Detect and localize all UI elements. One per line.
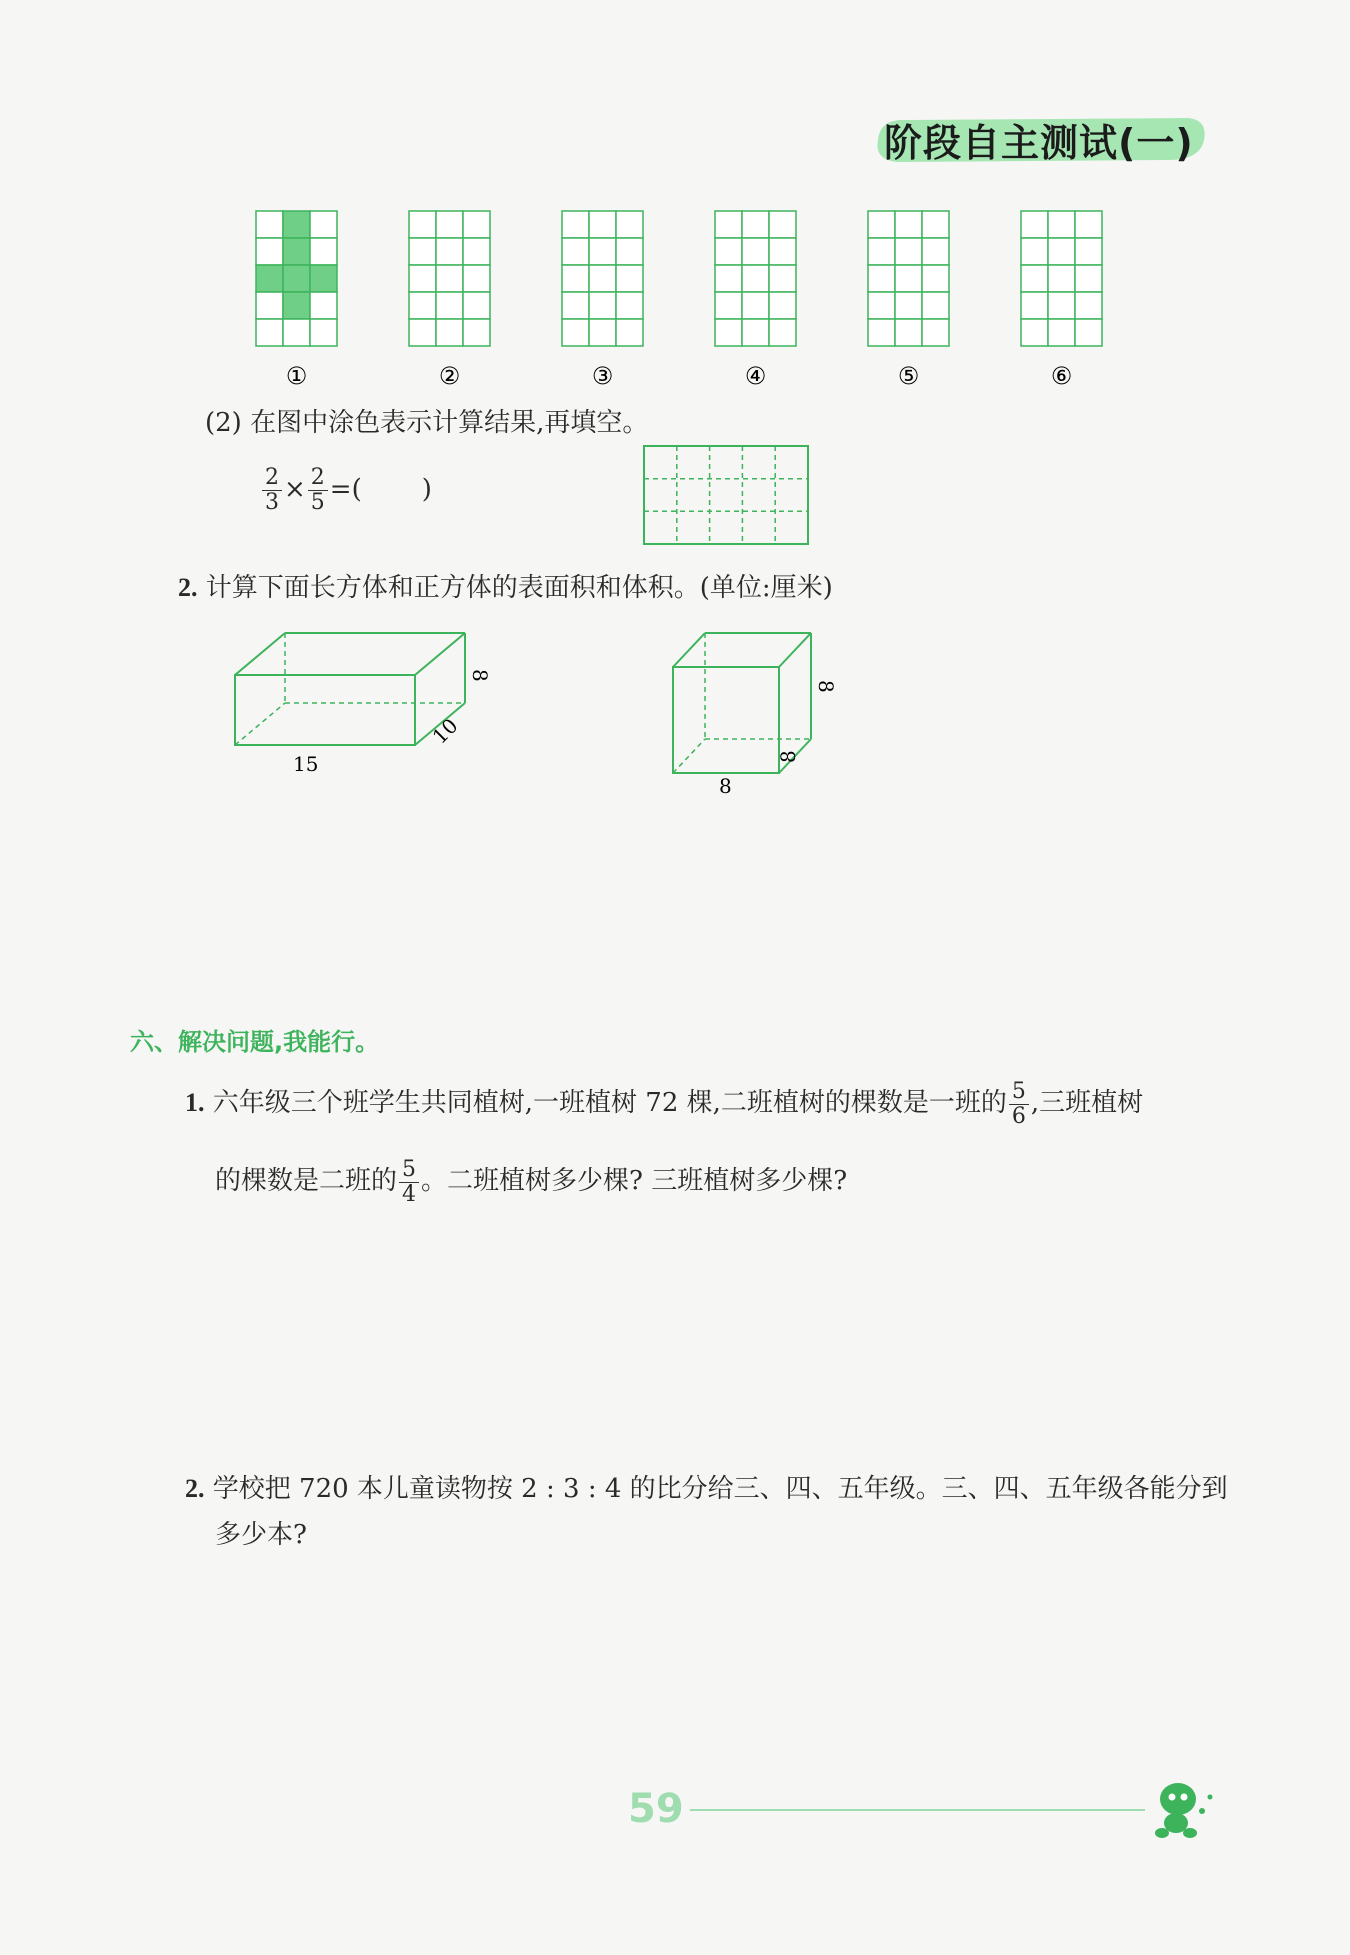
- grid-cell[interactable]: [1075, 238, 1102, 265]
- grid-row: [250, 205, 1130, 395]
- grid-cell[interactable]: [256, 319, 283, 346]
- cuboid-height-label: 8: [468, 669, 492, 682]
- grid-cell[interactable]: [895, 238, 922, 265]
- problem-2-text-a: 学校把 720 本儿童读物按 2 : 3 : 4 的比分给三、四、五年级。三、四、五年级各能分到: [212, 1474, 1228, 1504]
- grid-cell[interactable]: [589, 292, 616, 319]
- grid-cell[interactable]: [409, 238, 436, 265]
- grid-cell[interactable]: [868, 319, 895, 346]
- page-number: 59: [628, 1786, 684, 1832]
- problem-2-number: 2.: [185, 1474, 205, 1503]
- grid-cell[interactable]: [895, 265, 922, 292]
- page-title: 阶段自主测试(一): [884, 121, 1194, 165]
- grid-cell[interactable]: [562, 292, 589, 319]
- grid-cell[interactable]: [868, 265, 895, 292]
- grid-cell[interactable]: [868, 238, 895, 265]
- grid-cell[interactable]: [895, 211, 922, 238]
- problem-2: [185, 1466, 1228, 1558]
- grid-cell[interactable]: [616, 265, 643, 292]
- grid-cell[interactable]: [1075, 319, 1102, 346]
- grid-cell[interactable]: [895, 319, 922, 346]
- dashed-grid[interactable]: [642, 444, 812, 548]
- fraction-1: $\frac{2}{3}$: [262, 466, 282, 515]
- problem-1-line-1: [185, 1068, 1143, 1138]
- grid-cell[interactable]: [1021, 319, 1048, 346]
- grid-cell[interactable]: [1048, 211, 1075, 238]
- cube-width-label: 8: [776, 750, 800, 763]
- grid-cell[interactable]: [922, 265, 949, 292]
- fraction-5-6: $\frac{5}{6}$: [1009, 1080, 1029, 1129]
- grid-cell[interactable]: [742, 319, 769, 346]
- grid-cell[interactable]: [1048, 265, 1075, 292]
- grid-cell[interactable]: [589, 319, 616, 346]
- grid-cell[interactable]: [1021, 211, 1048, 238]
- problem-2-line-1: [185, 1466, 1228, 1512]
- grid-cell[interactable]: [436, 292, 463, 319]
- grid-cell[interactable]: [589, 211, 616, 238]
- cube-length-label: 8: [719, 774, 732, 798]
- grid-cell[interactable]: [562, 211, 589, 238]
- grid-cell[interactable]: [436, 238, 463, 265]
- grid-cell[interactable]: [715, 211, 742, 238]
- fraction-2: $\frac{2}{5}$: [308, 466, 328, 515]
- grid-cell[interactable]: [463, 292, 490, 319]
- grid-cell[interactable]: [1021, 265, 1048, 292]
- grid-cell[interactable]: [616, 319, 643, 346]
- grid-cell[interactable]: [769, 292, 796, 319]
- grid-cell[interactable]: [283, 238, 310, 265]
- blank-close: ): [421, 474, 432, 505]
- grid-label: ③: [591, 362, 614, 390]
- times-sign: ×: [284, 474, 306, 505]
- cuboid-length-label: 15: [293, 752, 319, 776]
- fraction-5-4: $\frac{5}{4}$: [399, 1158, 419, 1207]
- grid-cell[interactable]: [742, 211, 769, 238]
- grid-cell[interactable]: [715, 238, 742, 265]
- grid-cell[interactable]: [922, 319, 949, 346]
- grid-cell[interactable]: [283, 319, 310, 346]
- grid-cell[interactable]: [283, 211, 310, 238]
- grid-cell[interactable]: [310, 238, 337, 265]
- grid-cell[interactable]: [769, 265, 796, 292]
- grid-cell[interactable]: [436, 319, 463, 346]
- grid-label: ②: [438, 362, 461, 390]
- grid-cell[interactable]: [409, 211, 436, 238]
- problem-1-number: 1.: [185, 1088, 205, 1117]
- grid-cell[interactable]: [562, 265, 589, 292]
- grid-cell[interactable]: [1075, 292, 1102, 319]
- grid-cell[interactable]: [463, 238, 490, 265]
- grid-cell[interactable]: [1048, 292, 1075, 319]
- grid-cell[interactable]: [562, 238, 589, 265]
- grid-cell[interactable]: [1075, 211, 1102, 238]
- grid-cell[interactable]: [310, 265, 337, 292]
- problem-1-text-c: 的棵数是二班的: [215, 1166, 398, 1196]
- grid-cell[interactable]: [922, 211, 949, 238]
- grid-2[interactable]: [409, 211, 490, 390]
- grid-cell[interactable]: [463, 211, 490, 238]
- grid-cell[interactable]: [922, 292, 949, 319]
- grid-cell[interactable]: [283, 292, 310, 319]
- grid-cell[interactable]: [463, 319, 490, 346]
- cube-height-label: 8: [814, 680, 838, 693]
- grid-cell[interactable]: [616, 238, 643, 265]
- grid-cell[interactable]: [589, 265, 616, 292]
- grid-label: ⑥: [1050, 362, 1073, 390]
- grid-cell[interactable]: [589, 238, 616, 265]
- grid-cell[interactable]: [310, 319, 337, 346]
- grid-cell[interactable]: [715, 292, 742, 319]
- grid-cell[interactable]: [868, 292, 895, 319]
- grid-cell[interactable]: [1048, 319, 1075, 346]
- grid-5[interactable]: [868, 211, 949, 390]
- grid-cell[interactable]: [769, 211, 796, 238]
- problem-1-line-2: [215, 1146, 1143, 1216]
- part2-instruction: (2) 在图中涂色表示计算结果,再填空。: [205, 408, 649, 438]
- grid-cell[interactable]: [616, 292, 643, 319]
- grid-3[interactable]: [562, 211, 643, 390]
- grid-cell[interactable]: [742, 238, 769, 265]
- grid-cell[interactable]: [409, 319, 436, 346]
- grid-cell[interactable]: [409, 265, 436, 292]
- grid-cell[interactable]: [256, 238, 283, 265]
- grid-4[interactable]: [715, 211, 796, 390]
- grid-cell[interactable]: [256, 292, 283, 319]
- grid-cell[interactable]: [256, 211, 283, 238]
- grid-label: ④: [744, 362, 767, 390]
- grid-cell[interactable]: [616, 211, 643, 238]
- footer-rule: [690, 1806, 1150, 1814]
- cuboid-width-label: 10: [427, 713, 463, 749]
- grid-cell[interactable]: [895, 292, 922, 319]
- grid-cell[interactable]: [436, 265, 463, 292]
- fraction-equation: [260, 466, 432, 515]
- grid-cell[interactable]: [1021, 292, 1048, 319]
- grid-cell[interactable]: [1075, 265, 1102, 292]
- grid-cell[interactable]: [715, 319, 742, 346]
- cuboid-diagram: [225, 625, 492, 785]
- grid-cell[interactable]: [409, 292, 436, 319]
- grid-cell[interactable]: [742, 292, 769, 319]
- question-2-number: 2.: [178, 573, 198, 602]
- grid-cell[interactable]: [463, 265, 490, 292]
- grid-cell[interactable]: [715, 265, 742, 292]
- problem-1-text-a: 六年级三个班学生共同植树,一班植树 72 棵,二班植树的棵数是一班的: [212, 1088, 1007, 1118]
- section-6-title: 六、解决问题,我能行。: [130, 1028, 380, 1056]
- problem-1: [185, 1068, 1143, 1216]
- grid-cell[interactable]: [742, 265, 769, 292]
- grid-cell[interactable]: [868, 211, 895, 238]
- problem-1-text-b: ,三班植树: [1030, 1088, 1144, 1118]
- mascot-icon: [1140, 1775, 1220, 1845]
- equals-open: =(: [329, 474, 362, 505]
- grid-cell[interactable]: [310, 211, 337, 238]
- grid-cell[interactable]: [769, 238, 796, 265]
- question-2: [178, 567, 833, 604]
- problem-1-text-d: 。二班植树多少棵? 三班植树多少棵?: [421, 1166, 848, 1196]
- grid-label: ⑤: [897, 362, 920, 390]
- grid-label: ①: [285, 362, 308, 390]
- grid-cell[interactable]: [1021, 238, 1048, 265]
- cube-diagram: [665, 625, 845, 800]
- grid-cell[interactable]: [562, 319, 589, 346]
- grid-cell[interactable]: [922, 238, 949, 265]
- grid-cell[interactable]: [256, 265, 283, 292]
- grid-1[interactable]: [256, 211, 337, 390]
- grid-cell[interactable]: [769, 319, 796, 346]
- grid-6[interactable]: [1021, 211, 1102, 390]
- question-2-text: 计算下面长方体和正方体的表面积和体积。(单位:厘米): [205, 573, 833, 603]
- grid-cell[interactable]: [1048, 238, 1075, 265]
- problem-2-line-2: 多少本?: [215, 1520, 307, 1550]
- grid-cell[interactable]: [310, 292, 337, 319]
- grid-cell[interactable]: [283, 265, 310, 292]
- grid-cell[interactable]: [436, 211, 463, 238]
